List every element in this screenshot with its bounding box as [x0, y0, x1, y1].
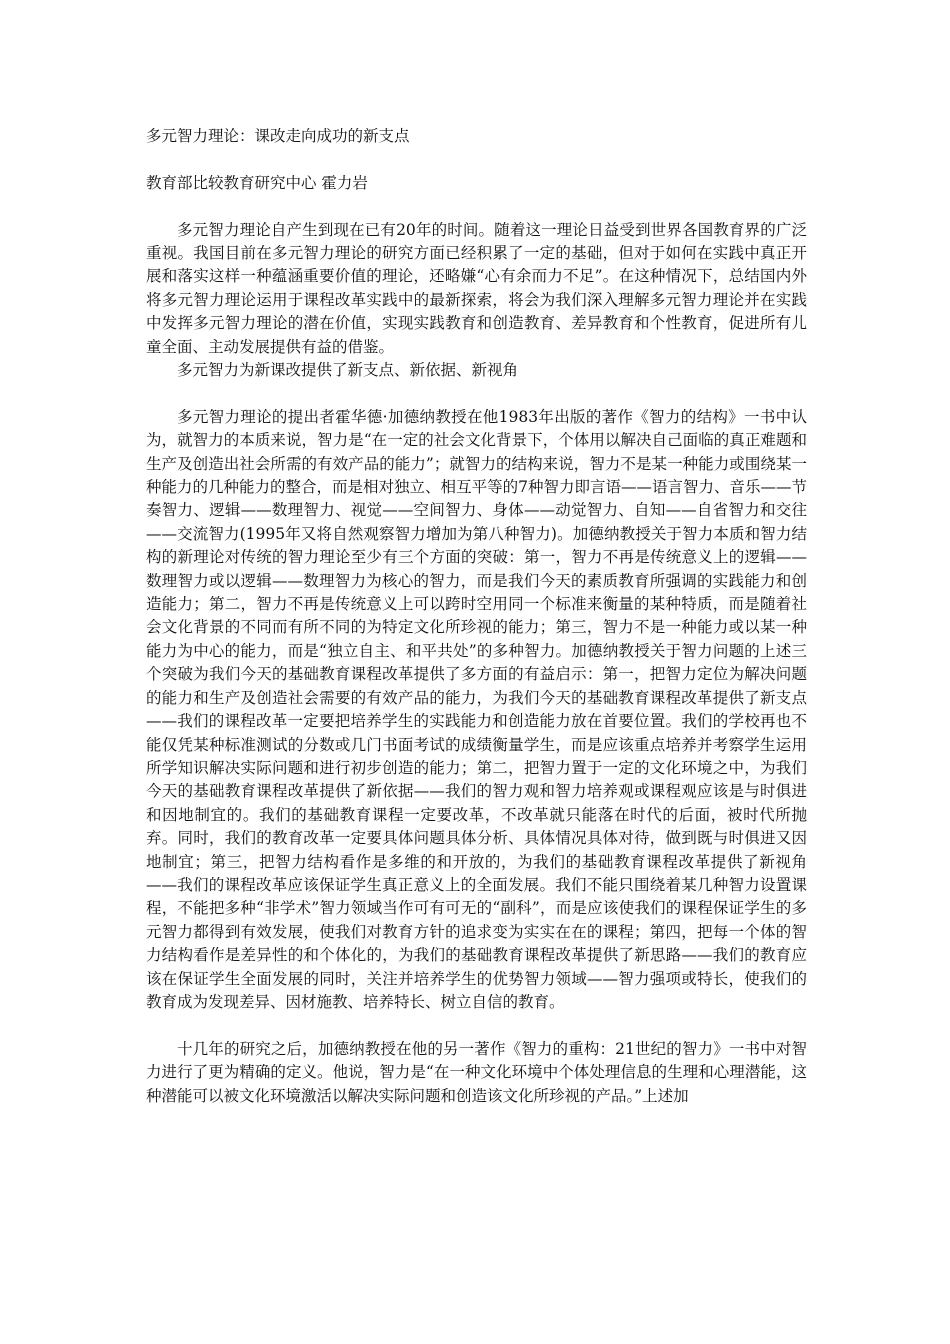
paragraph-redefinition: 十几年的研究之后，加德纳教授在他的另一著作《智力的重构：21世纪的智力》一书中对智力进行了更为精确的定义。他说，智力是“在一种文化环境中个体处理信息的生理和心理潜能，这种潜能可以被文化环境激活以解决实际问题和创造该文化所珍视的产品。”上述加: [146, 1039, 807, 1105]
document-title: 多元智力理论：课改走向成功的新支点: [146, 127, 410, 145]
paragraph-gap: [146, 382, 807, 405]
paragraph-theory: 多元智力理论的提出者霍华德·加德纳教授在他1983年出版的著作《智力的结构》一书中认为，就智力的本质来说，智力是“在一定的社会文化背景下，个体用以解决自己面临的真正难题和生产及创造出社会所需的有效产品的能力”；就智力的结构来说，智力不是某一种能力或围绕某一种能力的几种能力的整合，而是相对独立、相互平等的7种智力即言语——语言智力、音乐——节奏智力、逻辑——数理智力、视觉——空间智力、身体——动觉智力、自知——自省智力和交往——交流智力(1995年又将自然观察智力增加为第八种智力)。加德纳教授关于智力本质和智力结构的新理论对传统的智力理论至少有三个方面的突破：第一，智力不再是传统意义上的逻辑——数理智力或以逻辑——数理智力为核心的智力，而是我们今天的素质教育所强调的实践能力和创造能力；第二，智力不再是传统意义上可以跨时空用同一个标准来衡量的某种特质，而是随着社会文化背景的不同而有所不同的为特定文化所珍视的能力；第三，智力不是一种能力或以某一种能力为中心的能力，而是“独立自主、和平共处”的多种智力。加德纳教授关于智力问题的上述三个突破为我们今天的基础教育课程改革提供了多方面的有益启示：第一，把智力定位为解决问题的能力和生产及创造社会需要的有效产品的能力，为我们今天的基础教育课程改革提供了新支点——我们的课程改革一定要把培养学生的实践能力和创造能力放在首要位置。我们的学校再也不能仅凭某种标准测试的分数或几门书面考试的成绩衡量学生，而是应该重点培养并考察学生运用所学知识解决实际问题和进行初步创造的能力；第二，把智力置于一定的文化环境之中，为我们今天的基础教育课程改革提供了新依据——我们的智力观和智力培养观或课程观应该是与时俱进和因地制宜的。我们的基础教育课程一定要改革，不改革就只能落在时代的后面，被时代所抛弃。同时，我们的教育改革一定要具体问题具体分析、具体情况具体对待，做到既与时俱进又因地制宜；第三，把智力结构看作是多维的和开放的，为我们的基础教育课程改革提供了新视角——我们的课程改革应该保证学生真正意义上的全面发展。我们不能只围绕着某几种智力设置课程，不能把多种“非学术”智力领域当作可有可无的“副科”，而是应该使我们的课程保证学生的多元智力都得到有效发展，使我们对教育方针的追求变为实实在在的课程；第四，把每一个体的智力结构看作是差异性的和个体化的，为我们的基础教育课程改革提供了新思路——我们的教育应该在保证学生全面发展的同时，关注并培养学生的优势智力领域——智力强项或特长，使我们的教育成为发现差异、因材施教、培养特长、树立自信的教育。: [146, 407, 807, 1011]
paragraph-intro: 多元智力理论自产生到现在已有20年的时间。随着这一理论日益受到世界各国教育界的广泛重视。我国目前在多元智力理论的研究方面已经积累了一定的基础，但对于如何在实践中真正开展和落实这样一种蕴涵重要价值的理论，还略嫌“心有余而力不足”。在这种情况下，总结国内外将多元智力理论运用于课程改革实践中的最新探索，将会为我们深入理解多元智力理论并在实践中发挥多元智力理论的潜在价值，实现实践教育和创造教育、差异教育和个性教育，促进所有儿童全面、主动发展提供有益的借鉴。: [146, 220, 807, 356]
document-author: 教育部比较教育研究中心 霍力岩: [146, 173, 368, 192]
paragraph-gap: [146, 1014, 807, 1037]
document-page: [146, 125, 807, 1108]
section-heading: 多元智力为新课改提供了新支点、新依据、新视角: [177, 361, 519, 380]
